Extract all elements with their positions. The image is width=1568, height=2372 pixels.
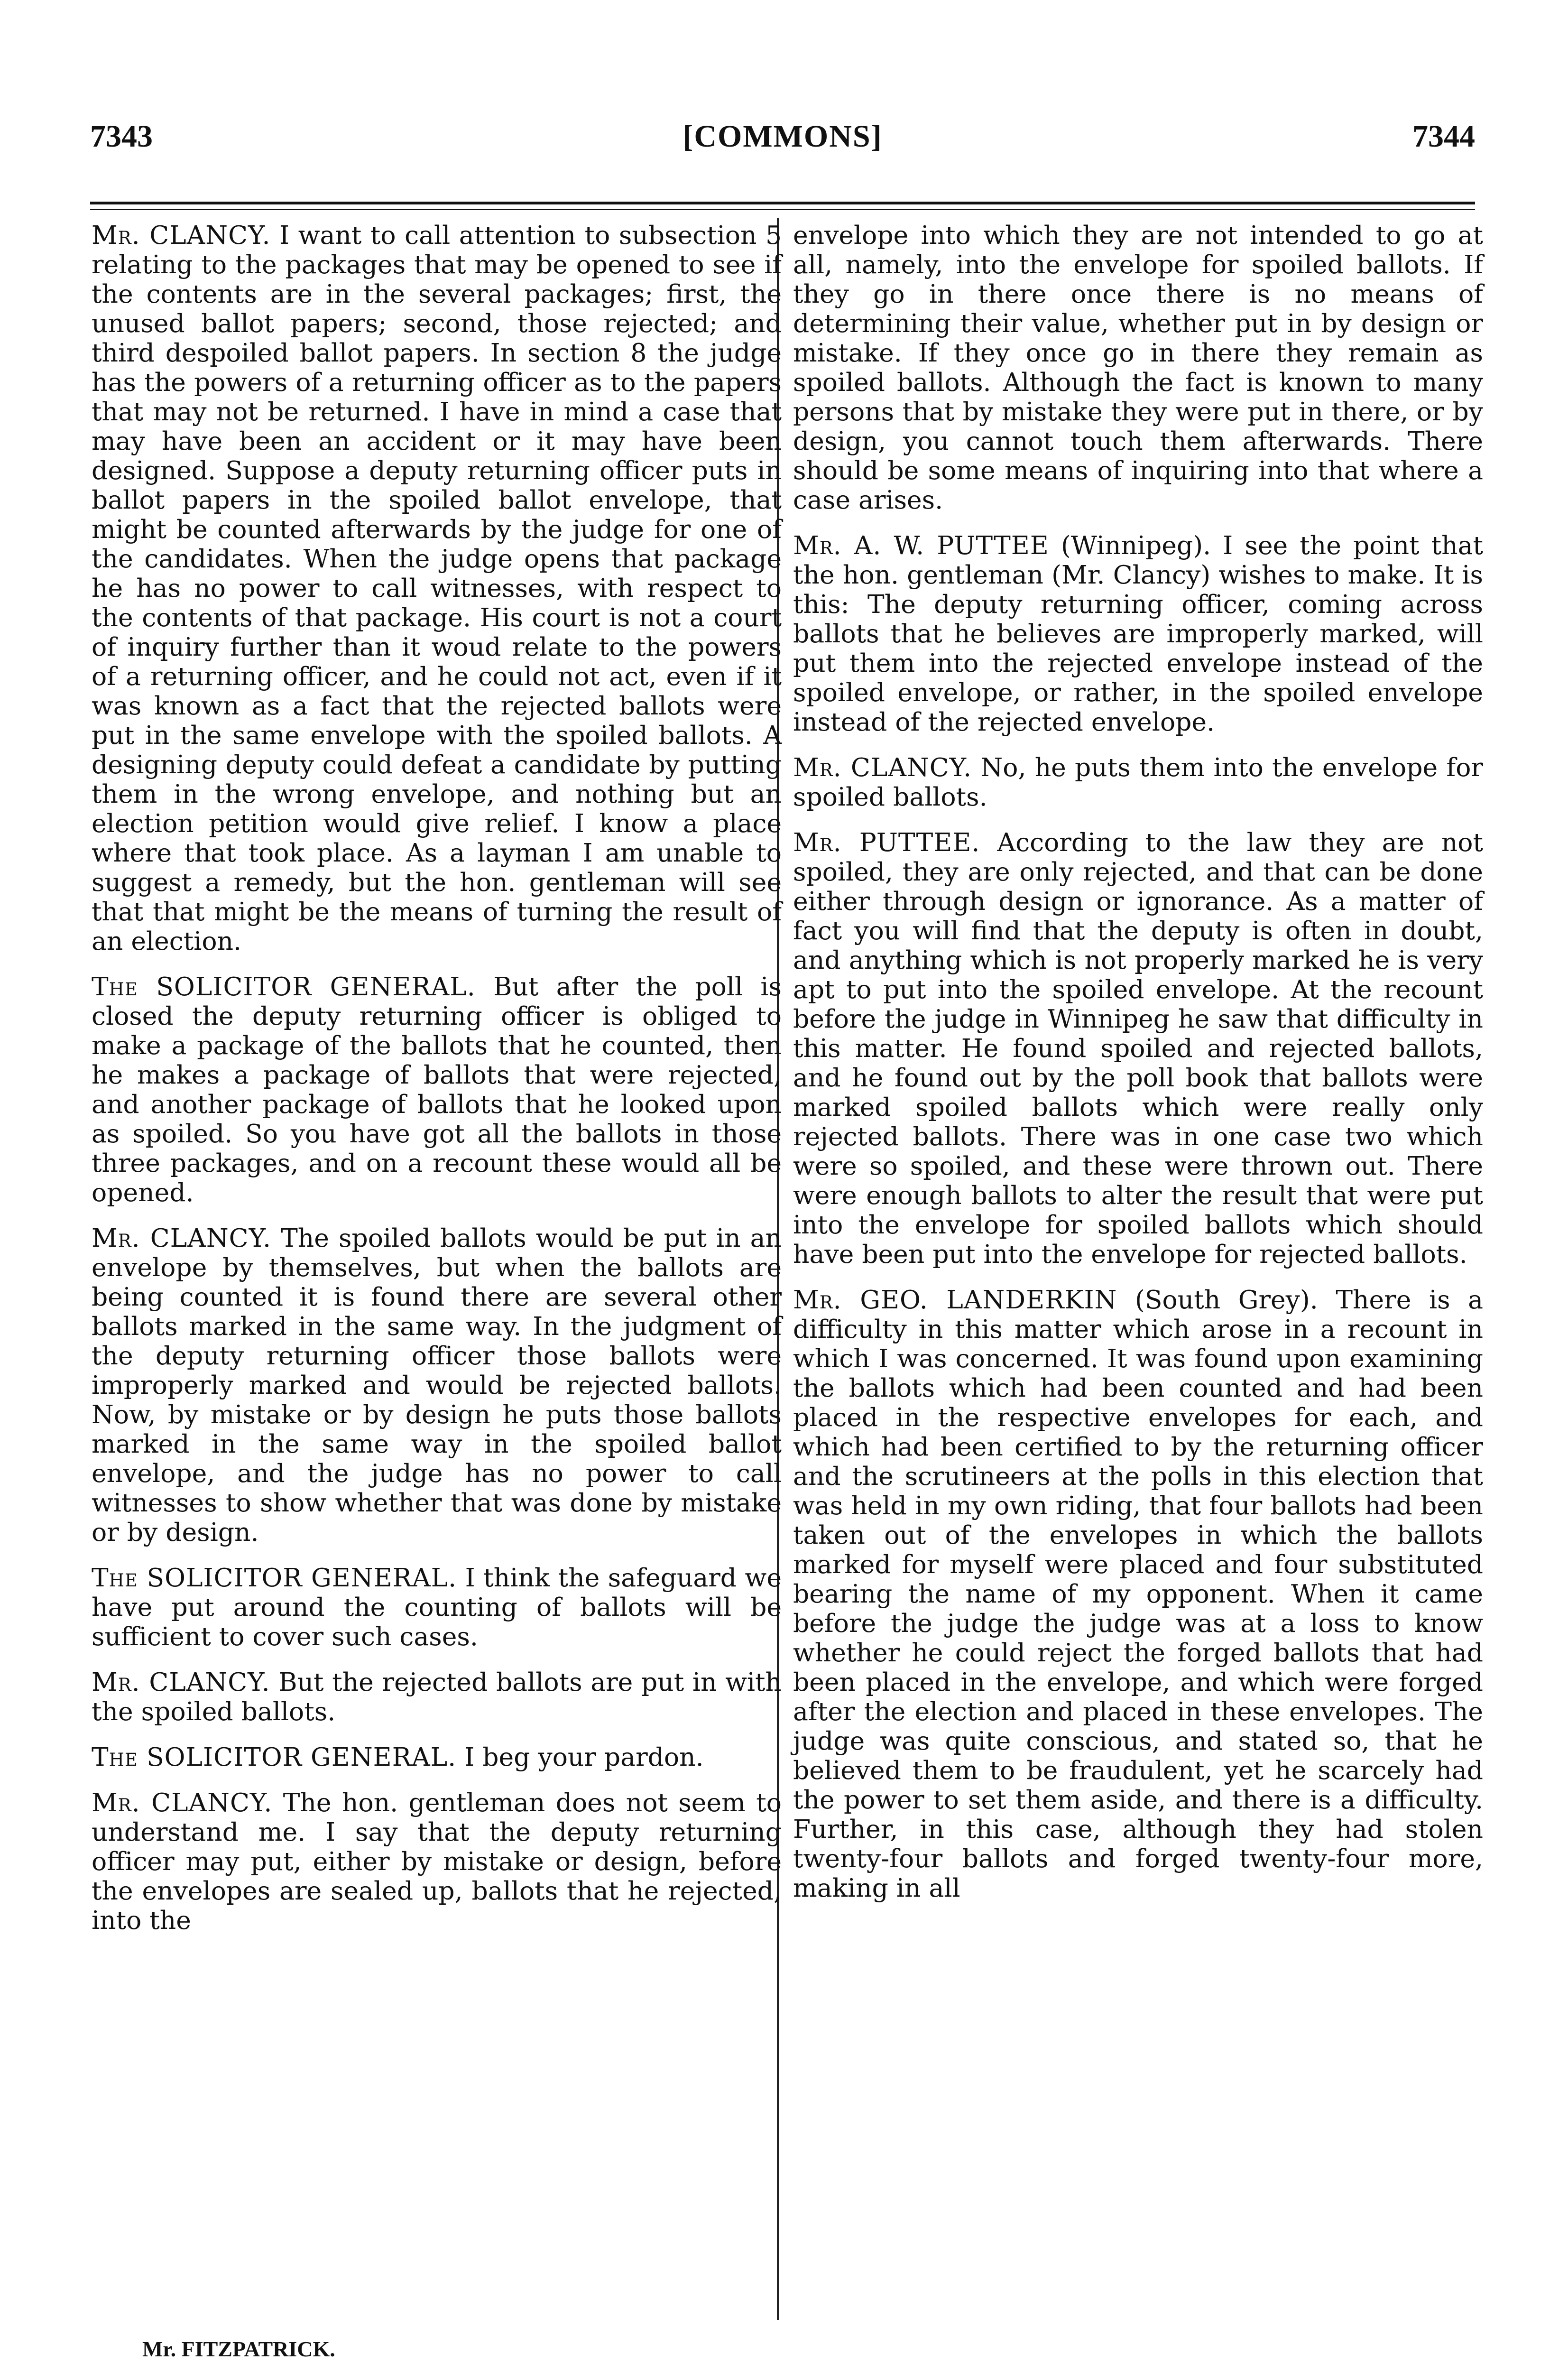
speaker-name: The SOLICITOR GENERAL.: [92, 972, 476, 1001]
speech-text: (Winnipeg). I see the point that the hon. gentleman (Mr. Clancy) wishes to make. It is this: The deputy returning officer, coming across ballots that he believes are improperly marked, will put them into the rejected envelope instead of the spoiled envelope, or rather, in the spoiled envelope instead of the rejected envelope.: [793, 530, 1484, 737]
speech-paragraph: [793, 828, 1483, 1269]
speech-paragraph: [793, 221, 1483, 515]
speech-text: I want to call attention to subsection 5 relating to the packages that may be opened to see if the contents are in the several packages; first, the unused ballot papers; second, those rejected; and third despoiled ballot papers. In section 8 the judge has the powers of a returning officer as to the papers that may not be returned. I have in mind a case that may have been an accident or it may have been designed. Suppose a deputy returning officer puts in ballot papers in the spoiled ballot envelope, that might be counted afterwards by the judge for one of the candidates. When the judge opens that package he has no power to call witnesses, with respect to the contents of that package. His court is not a court of inquiry further than it woud relate to the powers of a returning officer, and he could not act, even if it was known as a fact that the rejected ballots were put in the same envelope with the spoiled ballots. A designing deputy could defeat a candidate by putting them in the wrong envelope, and nothing but an election petition would give relief. I know a place where that took place. As a layman I am unable to suggest a remedy, but the hon. gentleman will see that that might be the means of turning the result of an election.: [92, 220, 782, 956]
catchword: Mr. FITZPATRICK.: [142, 2337, 335, 2361]
speaker-name: The SOLICITOR GENERAL.: [92, 1742, 457, 1772]
page-header: [90, 119, 1475, 171]
header-rule-thick: [90, 202, 1475, 204]
speaker-name: The SOLICITOR GENERAL.: [92, 1563, 457, 1593]
page-number-right: 7344: [1412, 119, 1475, 154]
page-number-left: 7343: [90, 119, 153, 154]
speech-paragraph: [92, 1223, 782, 1547]
speech-text: I think the safeguard we have put around the counting of ballots will be sufficient to cover such cases.: [92, 1563, 782, 1651]
speech-text: No, he puts them into the envelope for spoiled ballots.: [793, 752, 1483, 812]
speech-paragraph: [92, 1563, 782, 1651]
speech-paragraph: [793, 1285, 1483, 1903]
speaker-name: Mr. A. W. PUTTEE: [793, 530, 1049, 560]
speaker-name: Mr. CLANCY.: [793, 752, 972, 782]
speaker-name: Mr. PUTTEE.: [793, 827, 980, 857]
right-column: [793, 221, 1483, 1919]
speech-paragraph: [92, 1668, 782, 1726]
speaker-name: Mr. CLANCY.: [92, 220, 271, 250]
speech-text: But the rejected ballots are put in with the spoiled ballots.: [92, 1667, 782, 1726]
speech-text: I beg your pardon.: [456, 1742, 704, 1772]
speech-paragraph: [92, 972, 782, 1207]
speaker-name: Mr. GEO. LANDERKIN: [793, 1285, 1117, 1315]
running-title: [COMMONS]: [683, 119, 883, 154]
speech-text: envelope into which they are not intended to go at all, namely, into the envelope for spoiled ballots. If they go in there once there is no means of determining their value, whether put in by design or mistake. If they once go in there they remain as spoiled ballots. Although the fact is known to many persons that by mistake they were put in there, or by design, you cannot touch them afterwards. There should be some means of inquiring into that where a case arises.: [793, 220, 1483, 515]
speech-text: According to the law they are not spoiled, they are only rejected, and that can be done either through design or ignorance. As a matter of fact you will find that the deputy is often in doubt, and anything which is not properly marked he is very apt to put into the spoiled envelope. At the recount before the judge in Winnipeg he saw that difficulty in this matter. He found spoiled and rejected ballots, and he found out by the poll book that ballots were marked spoiled ballots which were really only rejected ballots. There was in one case two which were so spoiled, and these were thrown out. There were enough ballots to alter the result that were put into the envelope for spoiled ballots which should have been put into the envelope for rejected ballots.: [793, 827, 1483, 1269]
speech-paragraph: [92, 1788, 782, 1935]
speech-paragraph: [92, 1742, 782, 1772]
speaker-name: Mr. CLANCY.: [92, 1788, 273, 1817]
speech-text: The spoiled ballots would be put in an envelope by themselves, but when the ballots are being counted it is found there are several other ballots marked in the same way. In the judgment of the deputy returning officer those ballots were improperly marked and would be rejected ballots. Now, by mistake or by design he puts those ballots marked in the same way in the spoiled ballot envelope, and the judge has no power to call witnesses to show whether that was done by mistake or by design.: [92, 1223, 782, 1547]
speech-paragraph: [92, 221, 782, 956]
speech-paragraph: [793, 531, 1483, 737]
speech-text: The hon. gentleman does not seem to understand me. I say that the deputy returning officer may put, either by mistake or design, before the envelopes are sealed up, ballots that he rejected, into the: [92, 1788, 782, 1935]
header-rule-thin: [90, 209, 1475, 210]
speaker-name: Mr. CLANCY.: [92, 1223, 272, 1253]
left-column: [92, 221, 782, 1951]
speech-paragraph: [793, 753, 1483, 812]
speech-text: But after the poll is closed the deputy returning officer is obliged to make a package of the ballots that he counted, then he makes a package of ballots that were rejected, and another package of ballots that he looked upon as spoiled. So you have got all the ballots in those three packages, and on a recount these would all be opened.: [92, 972, 782, 1207]
speech-text: (South Grey). There is a difficulty in this matter which arose in a recount in which I was concerned. It was found upon examining the ballots which had been counted and had been placed in the respective envelopes for each, and which had been certified to by the returning officer and the scrutineers at the polls in this election that was held in my own riding, that four ballots had been taken out of the envelopes in which the ballots marked for myself were placed and four substituted bearing the name of my opponent. When it came before the judge the judge was at a loss to know whether he could reject the forged ballots that had been placed in the envelope, and which were forged after the election and placed in these envelopes. The judge was quite conscious, and stated so, that he believed them to be fraudulent, yet he scarcely had the power to set them aside, and there is a difficulty. Further, in this case, although they had stolen twenty-four ballots and forged twenty-four more, making in all: [793, 1285, 1483, 1903]
speaker-name: Mr. CLANCY.: [92, 1667, 270, 1697]
